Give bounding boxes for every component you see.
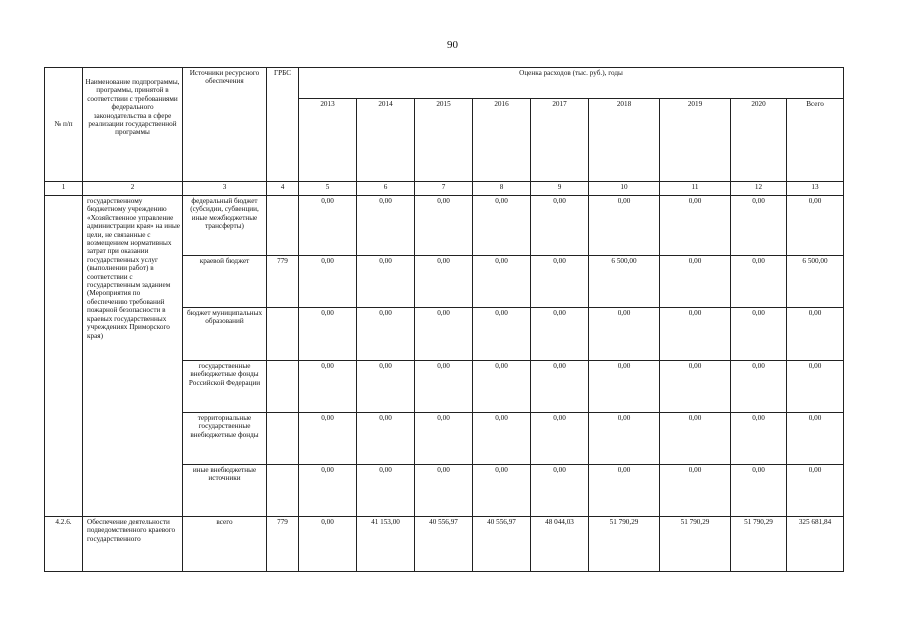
grbs-cell: 779	[267, 256, 299, 308]
year-header: 2016	[473, 99, 531, 182]
value-cell: 0,00	[589, 413, 660, 465]
column-index: 5	[299, 182, 357, 196]
source-cell: иные внебюджетные источники	[183, 465, 267, 517]
value-cell: 0,00	[787, 308, 844, 361]
value-cell: 0,00	[589, 361, 660, 413]
block2-name: Обеспечение деятельности подведомственного краевого государственного	[83, 517, 183, 572]
value-cell: 0,00	[415, 308, 473, 361]
value-cell: 0,00	[731, 361, 787, 413]
year-header: 2020	[731, 99, 787, 182]
column-index: 9	[531, 182, 589, 196]
source-cell: федеральный бюджет (субсидии, субвенции, иные межбюджетные трансферты)	[183, 196, 267, 256]
value-cell: 0,00	[731, 308, 787, 361]
value-cell: 0,00	[357, 465, 415, 517]
value-cell: 0,00	[415, 196, 473, 256]
block1-name: государственному бюджетному учреждению «Хозяйственное управление администрации края» на иные цели, не связанные с возмещением нормативных затрат при оказании государственных услуг (выполнении работ) в соответствии с государственным заданием (Мероприятия по обеспечению требований пожарной безопасности в краевых государственных учреждениях Приморского края)	[83, 196, 183, 517]
value-cell: 0,00	[589, 308, 660, 361]
source-cell: бюджет муниципальных образований	[183, 308, 267, 361]
column-index: 6	[357, 182, 415, 196]
value-cell: 51 790,29	[589, 517, 660, 572]
column-index: 4	[267, 182, 299, 196]
value-cell: 0,00	[787, 196, 844, 256]
column-index: 8	[473, 182, 531, 196]
header-num: № п/п	[45, 68, 83, 182]
value-cell: 0,00	[299, 465, 357, 517]
value-cell: 0,00	[299, 256, 357, 308]
year-header: 2013	[299, 99, 357, 182]
block2-num: 4.2.6.	[45, 517, 83, 572]
value-cell: 0,00	[660, 465, 731, 517]
value-cell: 0,00	[357, 196, 415, 256]
value-cell: 0,00	[531, 361, 589, 413]
value-cell: 0,00	[357, 256, 415, 308]
value-cell: 0,00	[473, 196, 531, 256]
year-header: 2018	[589, 99, 660, 182]
column-index: 2	[83, 182, 183, 196]
column-index: 1	[45, 182, 83, 196]
column-index: 12	[731, 182, 787, 196]
value-cell: 51 790,29	[660, 517, 731, 572]
value-cell: 0,00	[731, 465, 787, 517]
source-cell: государственные внебюджетные фонды Российской Федерации	[183, 361, 267, 413]
value-cell: 0,00	[660, 413, 731, 465]
header-grbs: ГРБС	[267, 68, 299, 182]
year-header: Всего	[787, 99, 844, 182]
header-name: Наименование подпрограммы, программы, принятой в соответствии с требованиями федерального законодательства в сфере реализации государственной программы	[83, 68, 183, 182]
budget-table	[44, 67, 844, 572]
year-header: 2017	[531, 99, 589, 182]
value-cell: 51 790,29	[731, 517, 787, 572]
value-cell: 0,00	[415, 465, 473, 517]
value-cell: 0,00	[299, 517, 357, 572]
value-cell: 0,00	[660, 256, 731, 308]
source-cell: всего	[183, 517, 267, 572]
value-cell: 0,00	[531, 413, 589, 465]
column-index: 11	[660, 182, 731, 196]
source-cell: территориальные государственные внебюджетные фонды	[183, 413, 267, 465]
value-cell: 6 500,00	[589, 256, 660, 308]
value-cell: 40 556,97	[415, 517, 473, 572]
page-number: 90	[447, 39, 458, 51]
grbs-cell	[267, 196, 299, 256]
value-cell: 41 153,00	[357, 517, 415, 572]
value-cell: 0,00	[787, 413, 844, 465]
value-cell: 0,00	[531, 256, 589, 308]
value-cell: 0,00	[473, 256, 531, 308]
value-cell: 0,00	[531, 308, 589, 361]
source-cell: краевой бюджет	[183, 256, 267, 308]
value-cell: 0,00	[473, 308, 531, 361]
column-index: 10	[589, 182, 660, 196]
grbs-cell	[267, 465, 299, 517]
value-cell: 40 556,97	[473, 517, 531, 572]
value-cell: 0,00	[589, 465, 660, 517]
value-cell: 0,00	[415, 256, 473, 308]
value-cell: 0,00	[660, 308, 731, 361]
column-index: 13	[787, 182, 844, 196]
value-cell: 0,00	[473, 361, 531, 413]
table-row	[45, 517, 844, 572]
value-cell: 0,00	[787, 361, 844, 413]
value-cell: 0,00	[357, 413, 415, 465]
grbs-cell	[267, 361, 299, 413]
value-cell: 0,00	[415, 413, 473, 465]
value-cell: 0,00	[299, 361, 357, 413]
table-row	[45, 196, 844, 256]
value-cell: 0,00	[357, 308, 415, 361]
value-cell: 0,00	[731, 256, 787, 308]
value-cell: 0,00	[660, 196, 731, 256]
value-cell: 0,00	[589, 196, 660, 256]
grbs-cell	[267, 413, 299, 465]
value-cell: 0,00	[787, 465, 844, 517]
grbs-cell	[267, 308, 299, 361]
value-cell: 0,00	[473, 465, 531, 517]
year-header: 2014	[357, 99, 415, 182]
value-cell: 48 044,03	[531, 517, 589, 572]
year-header: 2015	[415, 99, 473, 182]
header-estimate: Оценка расходов (тыс. руб.), годы	[299, 68, 844, 99]
value-cell: 0,00	[660, 361, 731, 413]
year-header: 2019	[660, 99, 731, 182]
value-cell: 0,00	[299, 413, 357, 465]
grbs-cell: 779	[267, 517, 299, 572]
value-cell: 0,00	[531, 465, 589, 517]
value-cell: 0,00	[473, 413, 531, 465]
column-index: 7	[415, 182, 473, 196]
value-cell: 0,00	[731, 196, 787, 256]
value-cell: 0,00	[531, 196, 589, 256]
column-index: 3	[183, 182, 267, 196]
value-cell: 325 681,84	[787, 517, 844, 572]
value-cell: 6 500,00	[787, 256, 844, 308]
header-sources: Источники ресурсного обеспечения	[183, 68, 267, 182]
value-cell: 0,00	[299, 308, 357, 361]
value-cell: 0,00	[415, 361, 473, 413]
value-cell: 0,00	[357, 361, 415, 413]
value-cell: 0,00	[299, 196, 357, 256]
block1-num	[45, 196, 83, 517]
value-cell: 0,00	[731, 413, 787, 465]
